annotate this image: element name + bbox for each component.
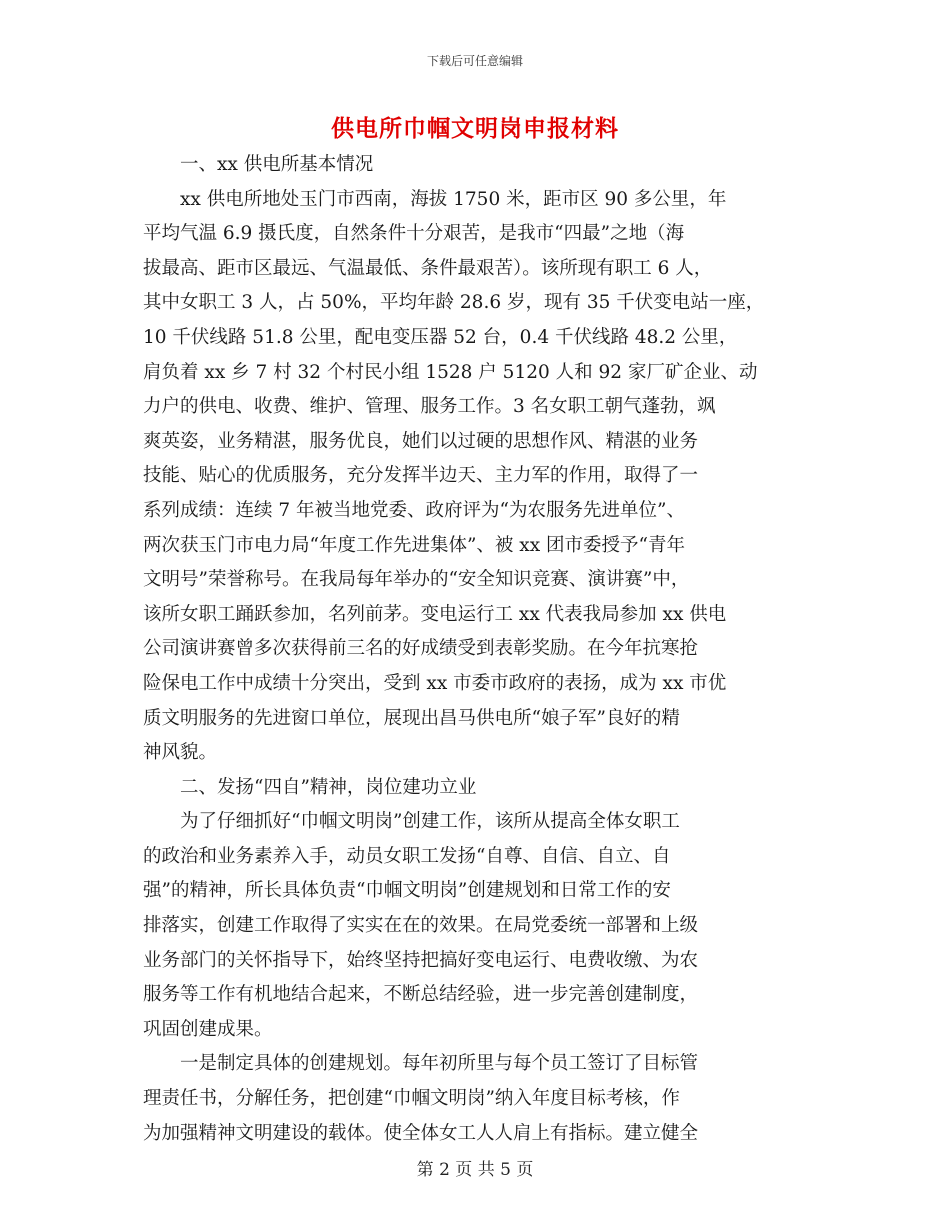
text-line: xx 供电所地处玉门市西南，海拔 1750 米，距市区 90 多公里，年 xyxy=(180,188,727,210)
text-line: 10 千伏线路 51.8 公里，配电变压器 52 台，0.4 千伏线路 48.2 公里， xyxy=(143,326,738,348)
text-line: 肩负着 xx 乡 7 村 32 个村民小组 1528 户 5120 人和 92 家厂矿企业、动 xyxy=(143,361,758,383)
text-line: 为加强精神文明建设的载体。使全体女工人人肩上有指标。建立健全 xyxy=(143,1122,699,1144)
page-header-note: 下载后可任意编辑 xyxy=(426,54,523,68)
text-line: 强”的精神，所长具体负责“巾帼文明岗”创建规划和日常工作的安 xyxy=(143,880,671,902)
text-line: 巩固创建成果。 xyxy=(143,1018,273,1040)
text-line: 二、发扬“四自”精神，岗位建功立业 xyxy=(180,776,477,798)
text-line: 拔最高、距市区最远、气温最低、条件最艰苦）。该所现有职工 6 人， xyxy=(143,257,713,279)
text-line: 力户的供电、收费、维护、管理、服务工作。3 名女职工朝气蓬勃，飒 xyxy=(143,396,716,418)
text-line: 业务部门的关怀指导下，始终坚持把搞好变电运行、电费收缴、为农 xyxy=(143,949,699,971)
text-line: 爽英姿，业务精湛，服务优良，她们以过硬的思想作风、精湛的业务 xyxy=(143,430,699,452)
text-line: 险保电工作中成绩十分突出，受到 xx 市委市政府的表扬，成为 xx 市优 xyxy=(143,672,727,694)
text-line: 服务等工作有机地结合起来，不断总结经验，进一步完善创建制度， xyxy=(143,984,699,1006)
document-title: 供电所巾帼文明岗申报材料 xyxy=(331,115,619,142)
text-line: 神风貌。 xyxy=(143,742,218,764)
text-line: 理责任书，分解任务，把创建“巾帼文明岗”纳入年度目标考核，作 xyxy=(143,1088,680,1110)
text-line: 该所女职工踊跃参加，名列前茅。变电运行工 xx 代表我局参加 xx 供电 xyxy=(143,603,727,625)
text-line: 的政治和业务素养入手，动员女职工发扬“自尊、自信、自立、自 xyxy=(143,845,671,867)
text-line: 质文明服务的先进窗口单位，展现出昌马供电所“娘子军”良好的精 xyxy=(143,707,680,729)
text-line: 公司演讲赛曾多次获得前三名的好成绩受到表彰奖励。在今年抗寒抢 xyxy=(143,638,699,660)
document-body xyxy=(143,148,808,1151)
text-line: 两次获玉门市电力局“年度工作先进集体”、被 xx 团市委授予“青年 xyxy=(143,534,686,556)
text-line: 排落实，创建工作取得了实实在在的效果。在局党委统一部署和上级 xyxy=(143,915,699,937)
text-line: 文明号”荣誉称号。在我局每年举办的“安全知识竞赛、演讲赛”中， xyxy=(143,569,690,591)
page-number: 第 2 页 共 5 页 xyxy=(416,1160,534,1180)
text-line: 技能、贴心的优质服务，充分发挥半边天、主力军的作用，取得了一 xyxy=(143,465,699,487)
text-line: 一是制定具体的创建规划。每年初所里与每个员工签订了目标管 xyxy=(180,1053,699,1075)
text-line: 一、xx 供电所基本情况 xyxy=(180,154,374,175)
text-line: 为了仔细抓好“巾帼文明岗”创建工作，该所从提高全体女职工 xyxy=(180,811,680,833)
text-line: 平均气温 6.9 摄氏度，自然条件十分艰苦，是我市“四最”之地（海 xyxy=(143,223,685,245)
text-line: 系列成绩：连续 7 年被当地党委、政府评为“为农服务先进单位”、 xyxy=(143,499,685,521)
text-line: 其中女职工 3 人，占 50%，平均年龄 28.6 岁，现有 35 千伏变电站一座， xyxy=(143,292,765,314)
